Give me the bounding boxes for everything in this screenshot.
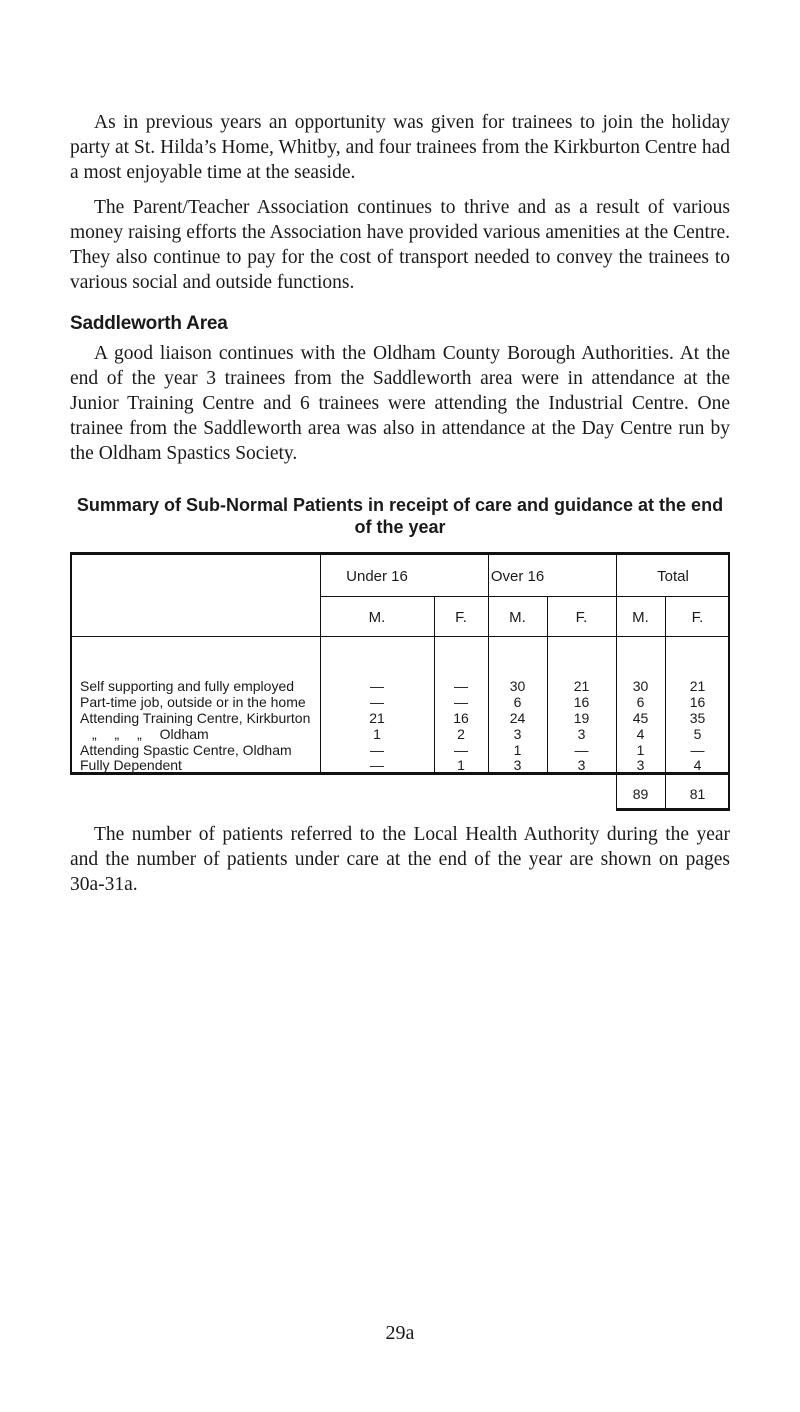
- group-rule: [320, 596, 730, 597]
- table-cell: 1: [513, 742, 522, 758]
- table-cell: 1: [636, 742, 645, 758]
- subheader: M.: [368, 609, 386, 626]
- paragraph-saddleworth: A good liaison continues with the Oldham County Borough Authorities. At the end of the year 3 trainees from the Saddleworth area were in attendance at the Junior Training Centre and 6 trainees were attending the Industrial Centre. One trainee from the Saddleworth area was also in attendance at the Day Centre run by the Oldham Spastics Society.: [70, 343, 730, 464]
- paragraph-holiday: As in previous years an opportunity was given for trainees to join the holiday party at St. Hilda’s Home, Whitby, and four trainees from the Kirkburton Centre had a most enjoyable time at the seaside.: [70, 112, 730, 183]
- subheader: M.: [632, 609, 649, 626]
- table-cell: 16: [453, 710, 469, 726]
- table-cell: —: [454, 694, 468, 710]
- subheader: F.: [455, 609, 467, 626]
- page-number: 29a: [385, 1322, 415, 1344]
- subheader: M.: [509, 609, 526, 626]
- table-cell: 16: [689, 694, 706, 710]
- row-label: Fully Dependent: [80, 757, 182, 773]
- table-cell: 1: [373, 726, 381, 742]
- table-cell: 3: [513, 726, 522, 742]
- totals-bottom-rule: [616, 808, 730, 811]
- table-cell: —: [574, 742, 589, 758]
- table-cell: —: [454, 742, 468, 758]
- paragraph-pta: The Parent/Teacher Association continues to thrive and as a result of various money raising efforts the Association have provided various amenities at the Centre. They also continue to pay for the cost of transport needed to convey the trainees to various social and outside functions.: [70, 197, 730, 293]
- table-title: Summary of Sub-Normal Patients in receipt of care and guidance at the end of the year: [76, 495, 724, 537]
- table-cell: 21: [369, 710, 385, 726]
- table-cell: —: [690, 742, 705, 758]
- section-heading: Saddleworth Area: [70, 313, 228, 334]
- total-female: 81: [689, 786, 706, 802]
- table-cell: 6: [513, 694, 522, 710]
- summary-table: [70, 552, 730, 802]
- row-label: Self supporting and fully employed: [80, 678, 295, 694]
- table-cell: 21: [573, 678, 590, 694]
- table-cell: 16: [573, 694, 590, 710]
- table-cell: 30: [632, 678, 649, 694]
- table-cell: —: [370, 678, 384, 694]
- left-rule: [70, 552, 72, 774]
- table-cell: 6: [636, 694, 645, 710]
- table-cell: 3: [577, 757, 586, 773]
- table-cell: 30: [509, 678, 526, 694]
- table-cell: 3: [577, 726, 586, 742]
- group-header: Over 16: [490, 568, 545, 585]
- table-cell: —: [370, 694, 384, 710]
- row-label: „ „ „ Oldham: [92, 726, 209, 742]
- paragraph-referrals: The number of patients referred to the Local Health Authority during the year and the number of patients under care at the end of the year are shown on pages 30a-31a.: [70, 824, 730, 895]
- table-cell: 3: [636, 757, 645, 773]
- subheader: F.: [575, 609, 588, 626]
- group-header: Under 16: [346, 568, 408, 585]
- page-content: [70, 110, 730, 907]
- table-cell: 35: [689, 710, 706, 726]
- table-cell: 3: [513, 757, 522, 773]
- row-label: Attending Spastic Centre, Oldham: [80, 742, 292, 758]
- subheader: F.: [691, 609, 704, 626]
- header-rule: [70, 636, 730, 637]
- table-cell: 24: [509, 710, 526, 726]
- table-cell: —: [370, 742, 384, 758]
- table-cell: 1: [457, 757, 465, 773]
- row-label: Part-time job, outside or in the home: [80, 694, 306, 710]
- table-cell: 5: [693, 726, 702, 742]
- table-cell: 2: [457, 726, 465, 742]
- table-cell: 4: [636, 726, 645, 742]
- table-cell: —: [454, 678, 468, 694]
- table-cell: —: [370, 757, 384, 773]
- table-cell: 21: [689, 678, 706, 694]
- table-cell: 19: [573, 710, 590, 726]
- table-top-rule: [70, 552, 730, 555]
- table-cell: 45: [632, 710, 649, 726]
- table-cell: 4: [693, 757, 702, 773]
- group-header: Total: [657, 568, 689, 585]
- row-label: Attending Training Centre, Kirkburton: [80, 710, 311, 726]
- total-male: 89: [632, 786, 649, 802]
